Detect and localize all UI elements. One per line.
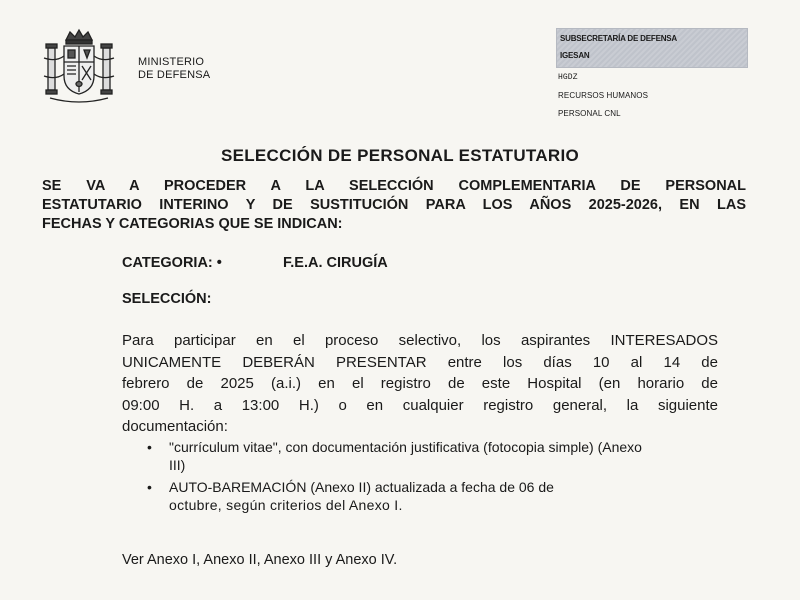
intro-line-1: SE VA A PROCEDER A LA SELECCIÓN COMPLEMENTARIA DE PERSONAL: [42, 178, 746, 194]
bullet-icon: •: [147, 439, 152, 455]
ministry-name: [138, 56, 210, 82]
paragraph-line-2: UNICAMENTE DEBERÁN PRESENTAR entre los días 10 al 14 de: [122, 353, 718, 371]
ministry-line-2: DE DEFENSA: [138, 69, 211, 81]
unit-line-2: RECURSOS HUMANOS: [558, 91, 649, 100]
document-title: SELECCIÓN DE PERSONAL ESTATUTARIO: [220, 146, 580, 165]
unit-line-1: HGDZ: [558, 73, 578, 82]
stamp-line-1: SUBSECRETARÍA DE DEFENSA: [560, 34, 677, 43]
paragraph-line-4: 09:00 H. a 13:00 H.) o en cualquier registro general, la siguiente: [122, 396, 718, 414]
stamp-line-2: IGESAN: [560, 51, 590, 60]
annex-reference: Ver Anexo I, Anexo II, Anexo III y Anexo IV.: [122, 552, 398, 568]
paragraph-line-5: documentación:: [122, 418, 228, 435]
list-item-line-1: "currículum vitae", con documentación justificativa (fotocopia simple) (Anexo: [169, 439, 642, 455]
bullet-icon: •: [147, 479, 152, 495]
list-item-line-2: octubre, según criterios del Anexo I.: [169, 497, 403, 513]
selection-label: SELECCIÓN:: [122, 291, 212, 307]
paragraph-line-1: Para participar en el proceso selectivo, los aspirantes INTERESADOS: [122, 332, 718, 349]
category-label: CATEGORIA: •: [122, 255, 222, 271]
category-value: F.E.A. CIRUGÍA: [283, 255, 388, 271]
intro-text: [42, 177, 746, 234]
list-item: [145, 478, 755, 514]
spanish-coat-of-arms-icon: [40, 26, 118, 106]
list-item: [145, 438, 755, 474]
registry-stamp: [556, 28, 748, 68]
instructions-paragraph: [122, 330, 718, 438]
list-item-line-1: AUTO-BAREMACIÓN (Anexo II) actualizada a fecha de 06 de: [169, 479, 554, 495]
list-item-line-2: III): [169, 457, 186, 473]
intro-line-2: ESTATUTARIO INTERINO Y DE SUSTITUCIÓN PARA LOS AÑOS 2025-2026, EN LAS: [42, 197, 746, 213]
paragraph-line-3: febrero de 2025 (a.i.) en el registro de este Hospital (en horario de: [122, 375, 718, 392]
document-list: [145, 438, 755, 518]
intro-line-3: FECHAS Y CATEGORIAS QUE SE INDICAN:: [42, 216, 343, 232]
ministry-line-1: MINISTERIO: [138, 56, 205, 68]
unit-line-3: PERSONAL CNL: [558, 109, 621, 118]
